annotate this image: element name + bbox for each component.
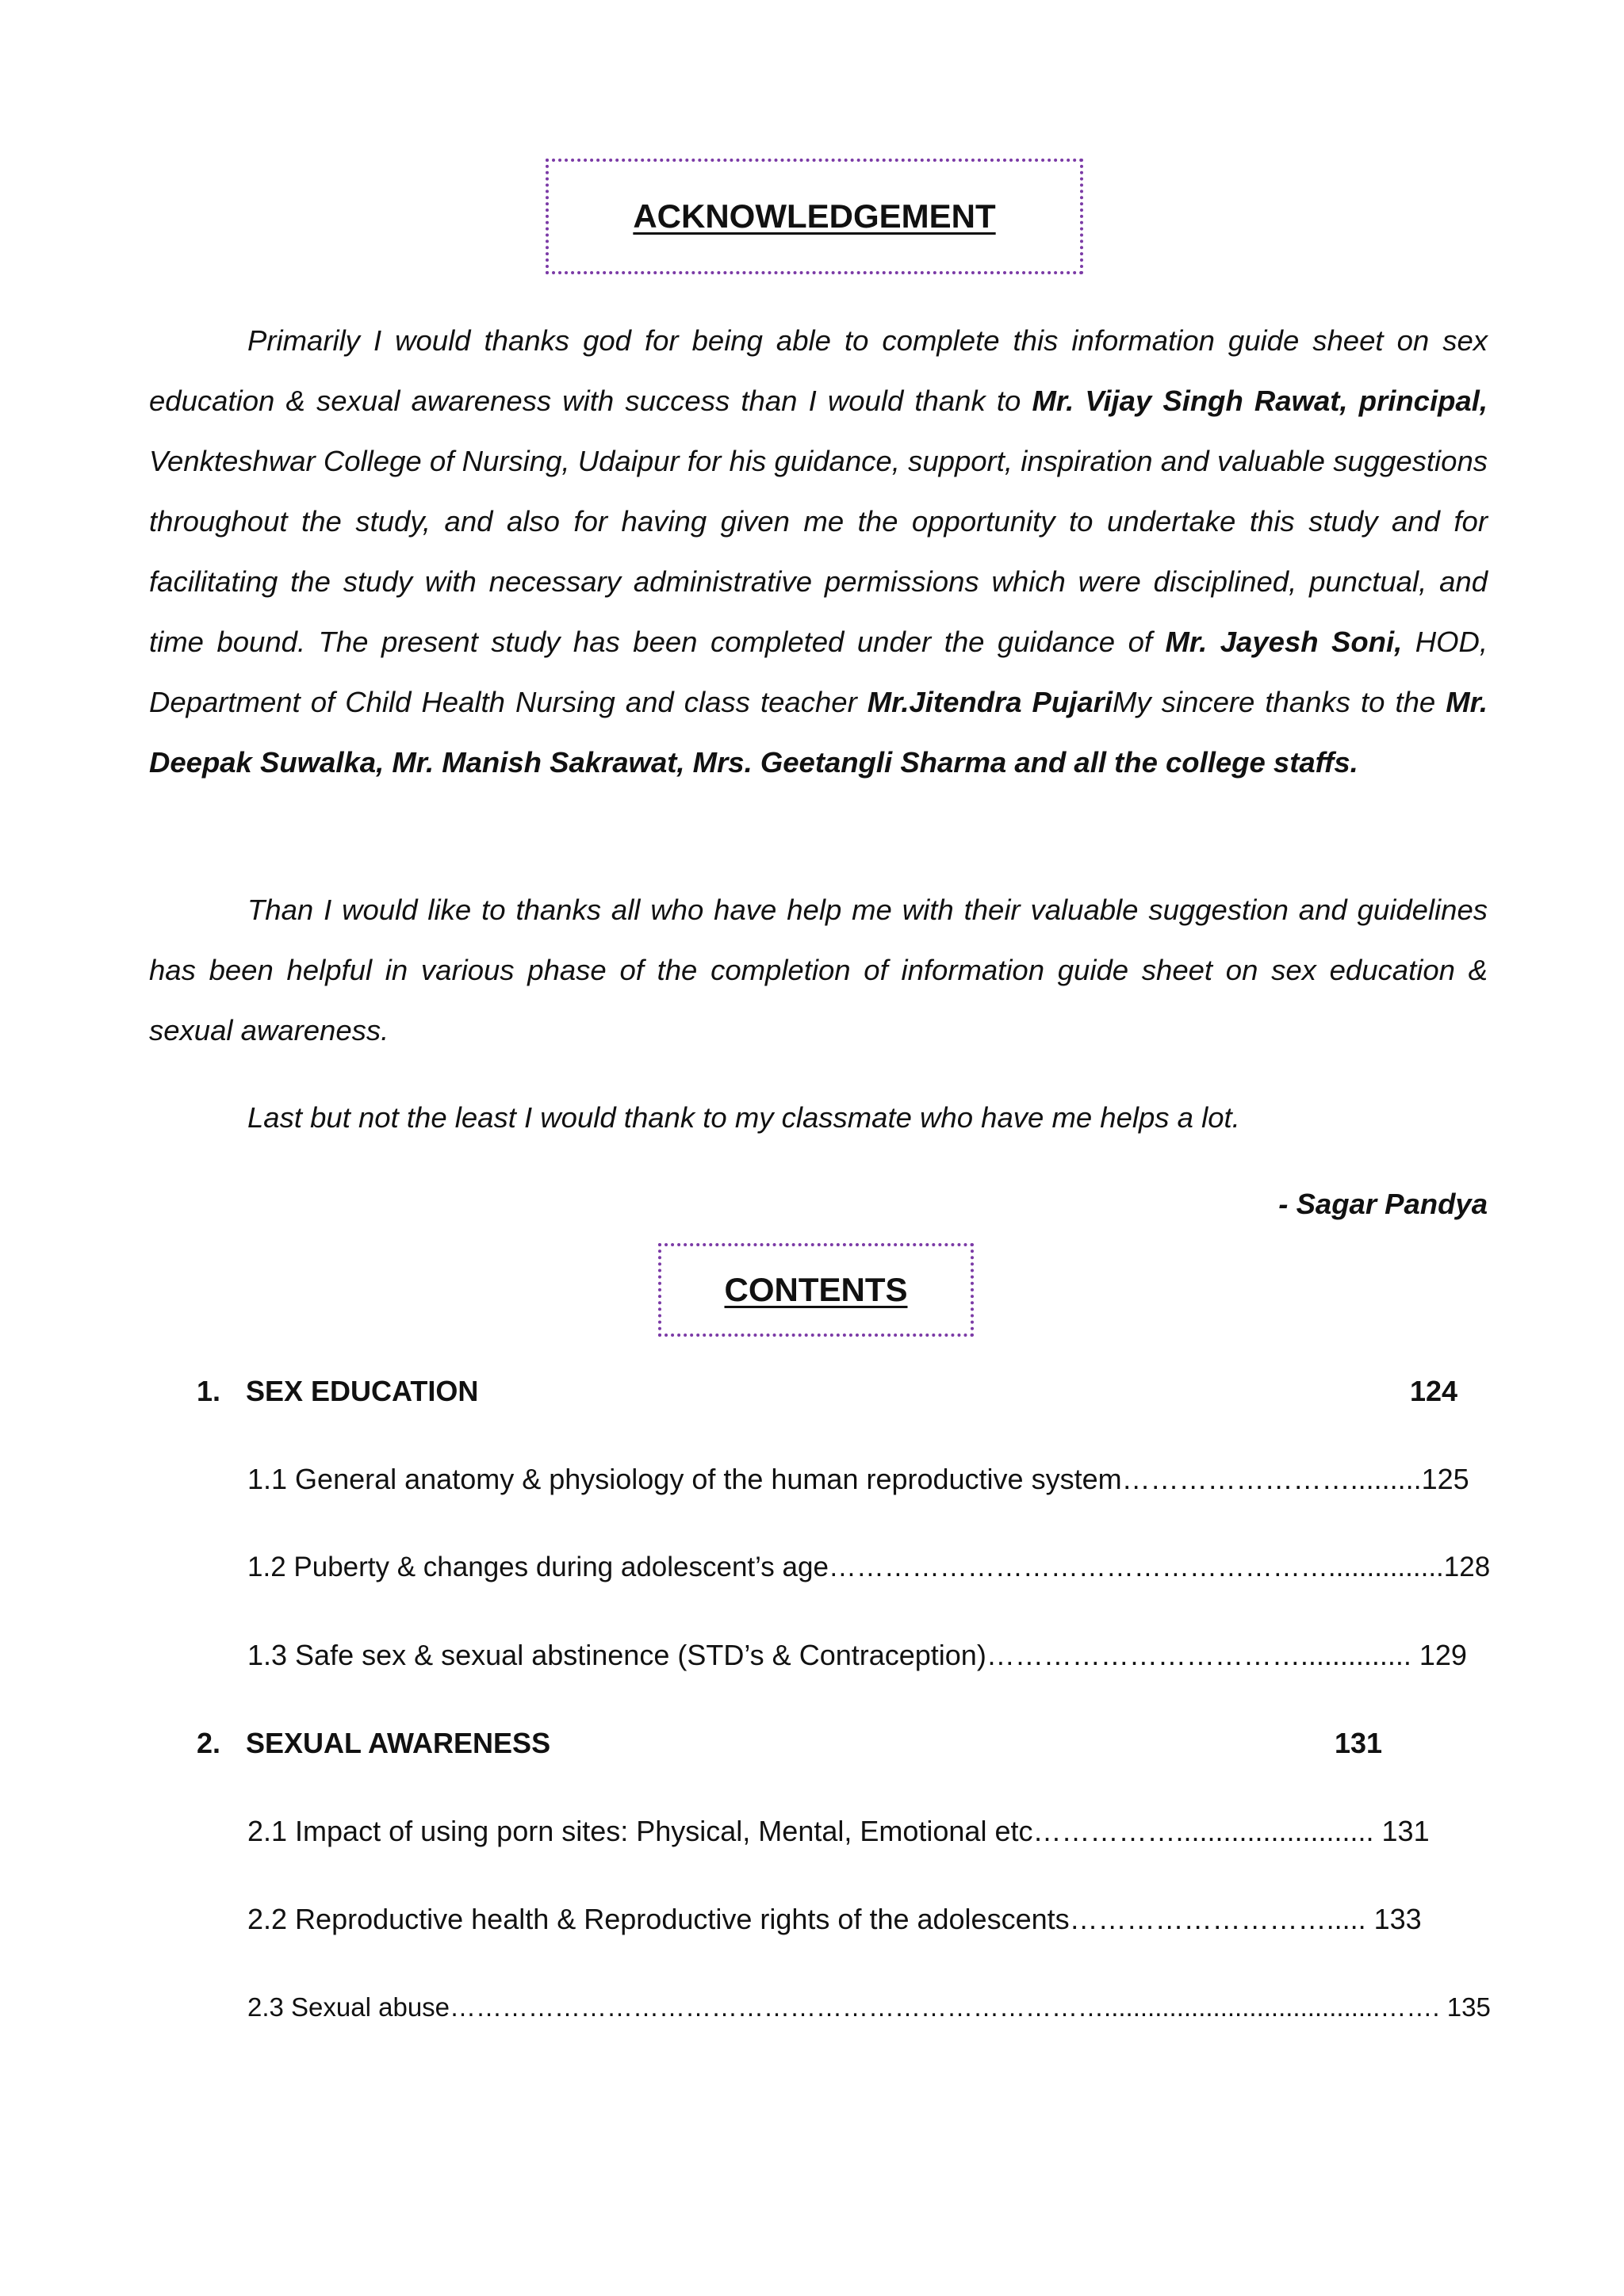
contents-heading: CONTENTS — [724, 1271, 908, 1308]
toc-section-2 — [197, 1724, 1465, 1763]
toc-item-2-3: 2.3 Sexual abuse…………………………………………………………………......................................……. 135 — [247, 1992, 1491, 2022]
contents-heading-box — [658, 1243, 974, 1337]
acknowledgement-heading: ACKNOWLEDGEMENT — [633, 197, 996, 235]
guide-name: Mr. Jayesh Soni, — [1165, 626, 1403, 658]
toc-item-2-1: 2.1 Impact of using porn sites: Physical, Mental, Emotional etc……………......................... 131 — [247, 1815, 1430, 1847]
toc-item-1-2: 1.2 Puberty & changes during adolescent’s age………………………………………………...............128 — [247, 1552, 1491, 1582]
toc-section-page: 131 — [1335, 1727, 1383, 1759]
acknowledgement-paragraph-3 — [149, 1088, 1488, 1148]
toc-section-1 — [197, 1372, 1465, 1411]
staff-names: Mr. Deepak Suwalka, Mr. Manish Sakrawat, Mrs. Geetangli Sharma and all the college staffs. — [149, 686, 1488, 779]
acknowledgement-paragraph-1 — [149, 311, 1488, 793]
ack-paragraph-2-text: Than I would like to thanks all who have help me with their valuable suggestion and guidelines has been helpful in various phase of the completion of information guide sheet on sex education & sexual awareness. — [149, 894, 1488, 1047]
toc-section-number: 2. — [197, 1727, 221, 1759]
toc-section-number: 1. — [197, 1375, 221, 1407]
acknowledgement-paragraph-2 — [149, 880, 1488, 1061]
ack-text-1: Primarily I would thanks god for being able to complete this information guide sheet on sex education & sexual awareness with success than I would thank to — [149, 324, 1488, 417]
ack-text-3: HOD, Department of Child Health Nursing and class teacher — [149, 626, 1488, 718]
ack-text-2: Venkteshwar College of Nursing, Udaipur for his guidance, support, inspiration and valuable suggestions throughout the study, and also for having given me the opportunity to undertake this study and for facilitating the study with necessary administrative permissions which were disciplined, punctual, and time bound. The present study has been completed under the guidance of — [149, 445, 1488, 658]
toc-section-page: 124 — [1410, 1375, 1458, 1407]
ack-paragraph-3-text: Last but not the least I would thank to my classmate who have me helps a lot. — [247, 1101, 1240, 1134]
toc-item-1-3: 1.3 Safe sex & sexual abstinence (STD’s & Contraception)…………………………….............. 129 — [247, 1639, 1467, 1671]
principal-name: Mr. Vijay Singh Rawat, principal, — [1032, 385, 1488, 417]
toc-item-2-2: 2.2 Reproductive health & Reproductive rights of the adolescents………………………..... 133 — [247, 1903, 1422, 1935]
toc-section-title: SEX EDUCATION — [246, 1375, 479, 1407]
ack-text-4: My sincere thanks to the — [1112, 686, 1446, 718]
acknowledgement-heading-box — [546, 159, 1083, 274]
signature: - Sagar Pandya — [1278, 1188, 1488, 1220]
class-teacher-name: Mr.Jitendra Pujari — [867, 686, 1113, 718]
toc-item-1-1: 1.1 General anatomy & physiology of the human reproductive system…………………….........125 — [247, 1463, 1469, 1495]
toc-section-title: SEXUAL AWARENESS — [246, 1727, 551, 1759]
